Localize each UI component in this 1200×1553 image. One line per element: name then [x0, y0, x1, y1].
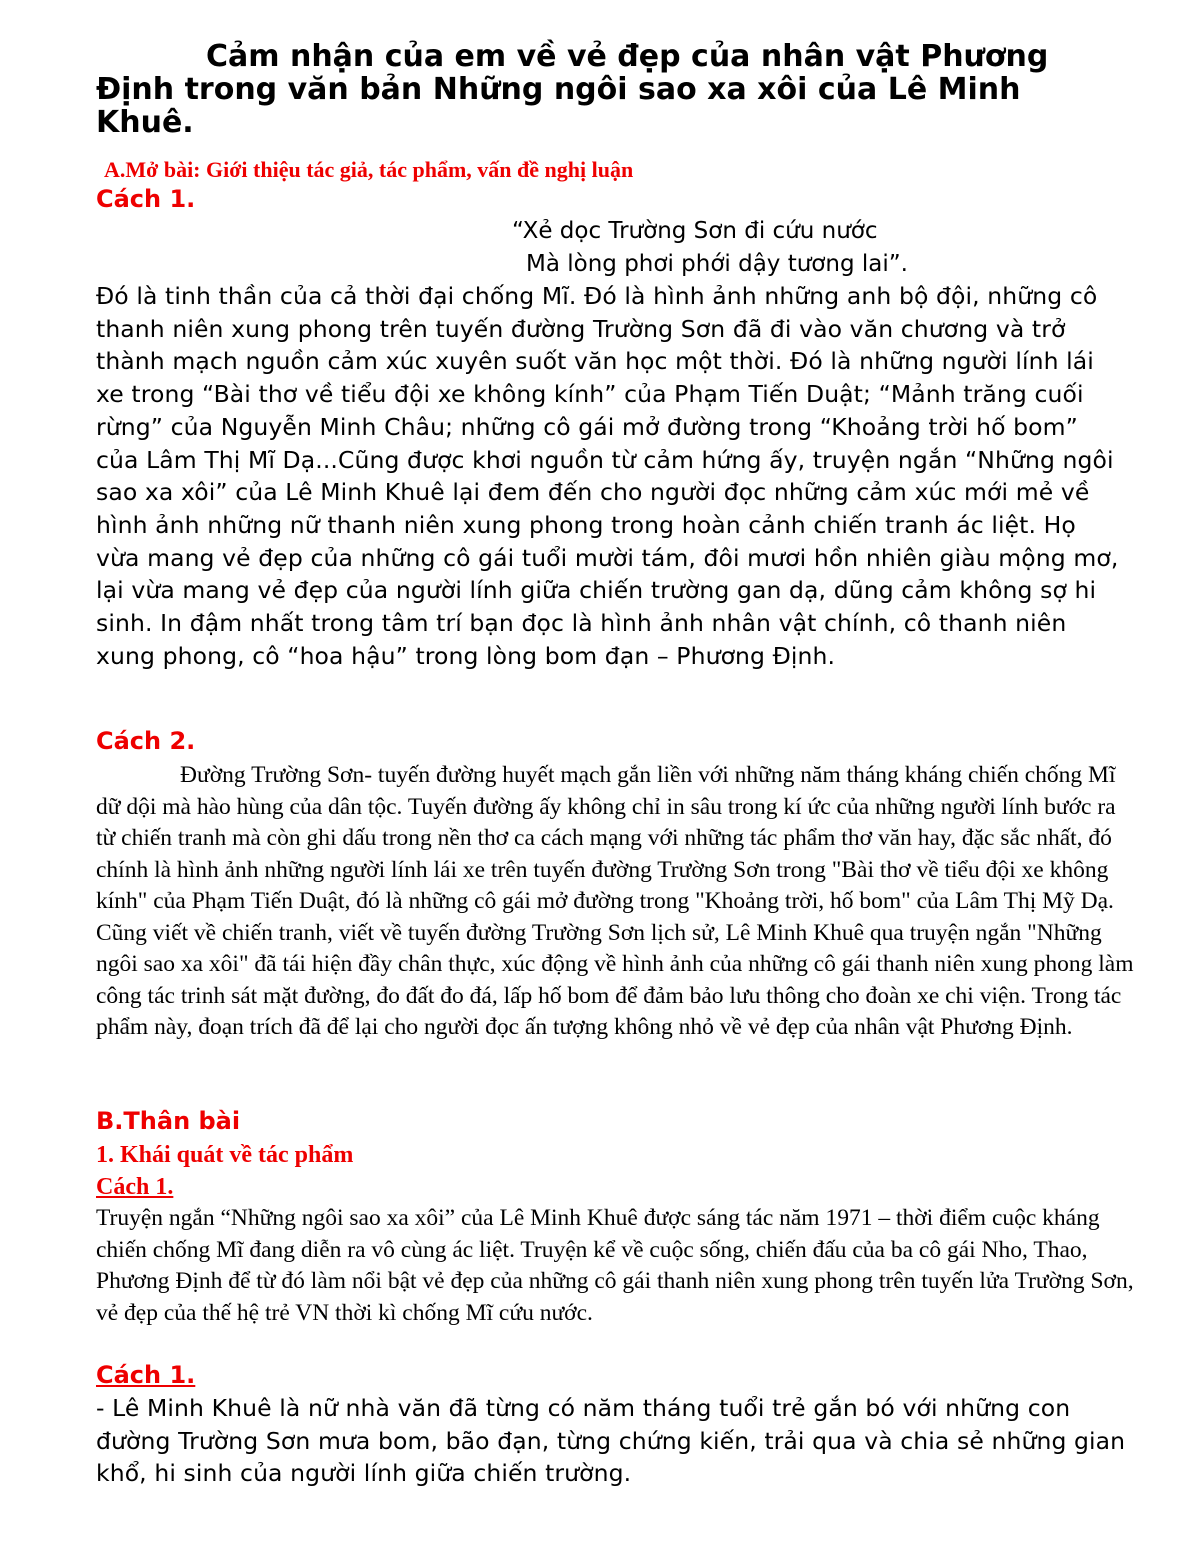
poem-quote-line2: Mà lòng phơi phới dậy tương lai”. [526, 251, 908, 277]
intro-method2-label: Cách 2. [96, 727, 196, 755]
intro-heading: A.Mở bài: Giới thiệu tác giả, tác phẩm, vấn đề nghị luận [104, 157, 634, 182]
section1-method1-label: Cách 1. [96, 1174, 174, 1200]
section1-method1b-paragraph: - Lê Minh Khuê là nữ nhà văn đã từng có năm tháng tuổi trẻ gắn bó với những con đường Trường Sơn mưa bom, bão đạn, từng chứng kiến, trải qua và chia sẻ những gian khổ, hi sinh của người lính giữa chiến trường. [96, 1394, 1126, 1488]
body-heading: B.Thân bài [96, 1107, 241, 1135]
section1-heading: 1. Khái quát về tác phẩm [96, 1142, 354, 1168]
poem-quote-line1: “Xẻ dọc Trường Sơn đi cứu nước [512, 218, 878, 244]
essay-title [96, 40, 1106, 139]
intro-method1-label: Cách 1. [96, 185, 196, 213]
intro-method1-paragraph: Đó là tinh thần của cả thời đại chống Mĩ. Đó là hình ảnh những anh bộ đội, những cô thanh niên xung phong trên tuyến đường Trường Sơn đã đi vào văn chương và trở thành mạch nguồn cảm xúc xuyên suốt văn học một thời. Đó là những người lính lái xe trong “Bài thơ về tiểu đội xe không kính” của Phạm Tiến Duật; “Mảnh trăng cuối rừng” của Nguyễn Minh Châu; những cô gái mở đường trong “Khoảng trời hố bom” của Lâm Thị Mĩ Dạ...Cũng được khơi nguồn từ cảm hứng ấy, truyện ngắn “Những ngôi sao xa xôi” của Lê Minh Khuê lại đem đến cho người đọc những cảm xúc mới mẻ về hình ảnh những nữ thanh niên xung phong trong hoàn cảnh chiến tranh ác liệt. Họ vừa mang vẻ đẹp của những cô gái tuổi mười tám, đôi mươi hồn nhiên giàu mộng mơ, lại vừa mang vẻ đẹp của người lính giữa chiến trường gan dạ, dũng cảm không sợ hi sinh. In đậm nhất trong tâm trí bạn đọc là hình ảnh nhân vật chính, cô thanh niên xung phong, cô “hoa hậu” trong lòng bom đạn – Phương Định. [96, 282, 1119, 670]
essay-title-text: Cảm nhận của em về vẻ đẹp của nhân vật Phương Định trong văn bản Những ngôi sao xa xôi của Lê Minh Khuê. [96, 39, 1049, 140]
intro-method2-text: Đường Trường Sơn- tuyến đường huyết mạch gắn liền với những năm tháng kháng chiến chống Mĩ dữ dội mà hào hùng của dân tộc. Tuyến đường ấy không chỉ in sâu trong kí ức của những người lính bước ra từ chiến tranh mà còn ghi dấu trong nền thơ ca cách mạng với những tác phẩm thơ văn hay, đặc sắc nhất, đó chính là hình ảnh những người lính lái xe trên tuyến đường Trường Sơn trong "Bài thơ về tiểu đội xe không kính" của Phạm Tiến Duật, đó là những cô gái mở đường trong "Khoảng trời, hố bom" của Lâm Thị Mỹ Dạ. Cũng viết về chiến tranh, viết về tuyến đường Trường Sơn lịch sử, Lê Minh Khuê qua truyện ngắn "Những ngôi sao xa xôi" đã tái hiện đầy chân thực, xúc động về hình ảnh của những cô gái thanh niên xung phong làm công tác trinh sát mặt đường, đo đất đo đá, lấp hố bom để đảm bảo lưu thông cho đoàn xe chi viện. Trong tác phẩm này, đoạn trích đã để lại cho người đọc ấn tượng không nhỏ về vẻ đẹp của nhân vật Phương Định. [96, 762, 1134, 1040]
section1-method1b-label: Cách 1. [96, 1361, 196, 1389]
section1-method1-paragraph: Truyện ngắn “Những ngôi sao xa xôi” của Lê Minh Khuê được sáng tác năm 1971 – thời điểm cuộc kháng chiến chống Mĩ đang diễn ra vô cùng ác liệt. Truyện kể về cuộc sống, chiến đấu của ba cô gái Nho, Thao, Phương Định để từ đó làm nổi bật vẻ đẹp của những cô gái thanh niên xung phong trên tuyến lửa Trường Sơn, vẻ đẹp của thế hệ trẻ VN thời kì chống Mĩ cứu nước. [96, 1205, 1134, 1326]
intro-method2-paragraph [96, 760, 1136, 1044]
